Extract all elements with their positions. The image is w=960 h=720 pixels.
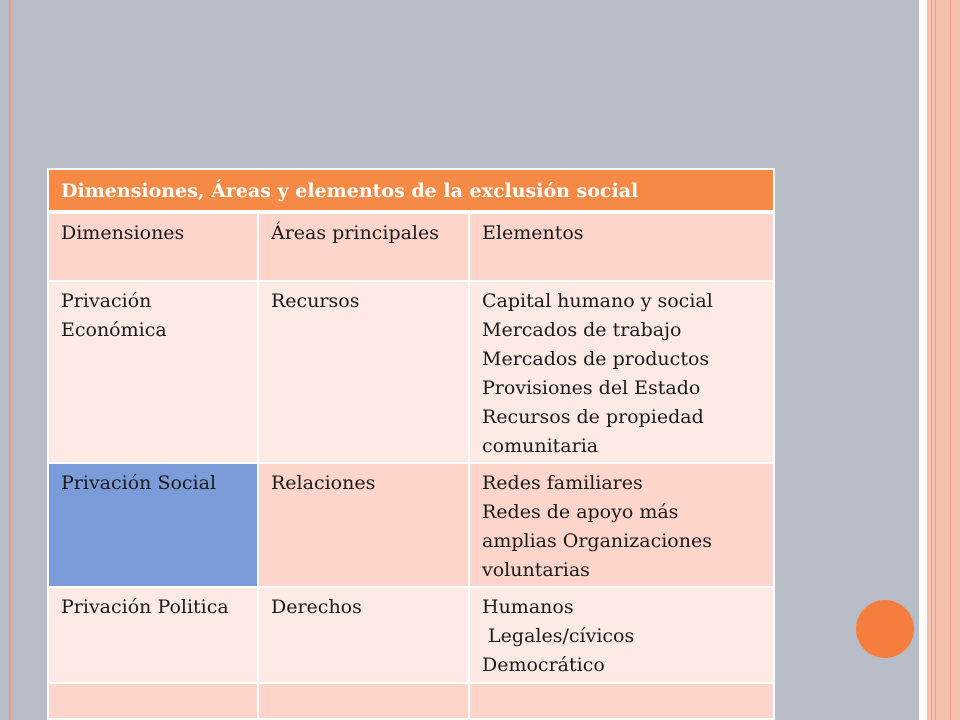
right-thin-line-3 [950, 0, 951, 720]
element-item: comunitaria [482, 435, 599, 457]
element-item: Capital humano y social [482, 290, 713, 312]
right-white-stripe [919, 0, 927, 720]
left-border-line [9, 0, 11, 720]
cell-elements [469, 281, 774, 463]
element-item: Provisiones del Estado [482, 377, 701, 399]
exclusion-table [47, 168, 773, 720]
header-elementos: Elementos [469, 212, 774, 281]
element-item: Recursos de propiedad [482, 406, 704, 428]
empty-cell [469, 683, 774, 719]
cell-area: Derechos [258, 587, 469, 683]
cell-dimension: Privación Politica [48, 587, 258, 683]
cell-dimension-highlighted: Privación Social [48, 463, 258, 587]
right-decorative-band [919, 0, 960, 720]
cell-area: Recursos [258, 281, 469, 463]
table-row [48, 587, 774, 683]
table-header-row [48, 212, 774, 281]
empty-cell [258, 683, 469, 719]
element-item: amplias Organizaciones [482, 530, 712, 552]
table-row [48, 281, 774, 463]
element-item: Redes familiares [482, 472, 643, 494]
accent-circle [856, 600, 914, 658]
table-row [48, 463, 774, 587]
element-item: Humanos [482, 596, 574, 618]
cell-elements [469, 463, 774, 587]
cell-dimension: Privación Económica [48, 281, 258, 463]
header-dimensiones: Dimensiones [48, 212, 258, 281]
element-item: Legales/cívicos [482, 625, 635, 647]
element-item: Democrático [482, 654, 605, 676]
cell-elements [469, 587, 774, 683]
table-title: Dimensiones, Áreas y elementos de la exclusión social [48, 169, 774, 212]
empty-cell [48, 683, 258, 719]
element-item: Mercados de trabajo [482, 319, 682, 341]
cell-area: Relaciones [258, 463, 469, 587]
table-row-empty [48, 683, 774, 719]
element-item: Mercados de productos [482, 348, 710, 370]
right-thin-line-1 [931, 0, 932, 720]
right-thin-line-2 [935, 0, 936, 720]
header-areas: Áreas principales [258, 212, 469, 281]
table-title-row [48, 169, 774, 212]
element-item: voluntarias [482, 559, 590, 581]
element-item: Redes de apoyo más [482, 501, 679, 523]
